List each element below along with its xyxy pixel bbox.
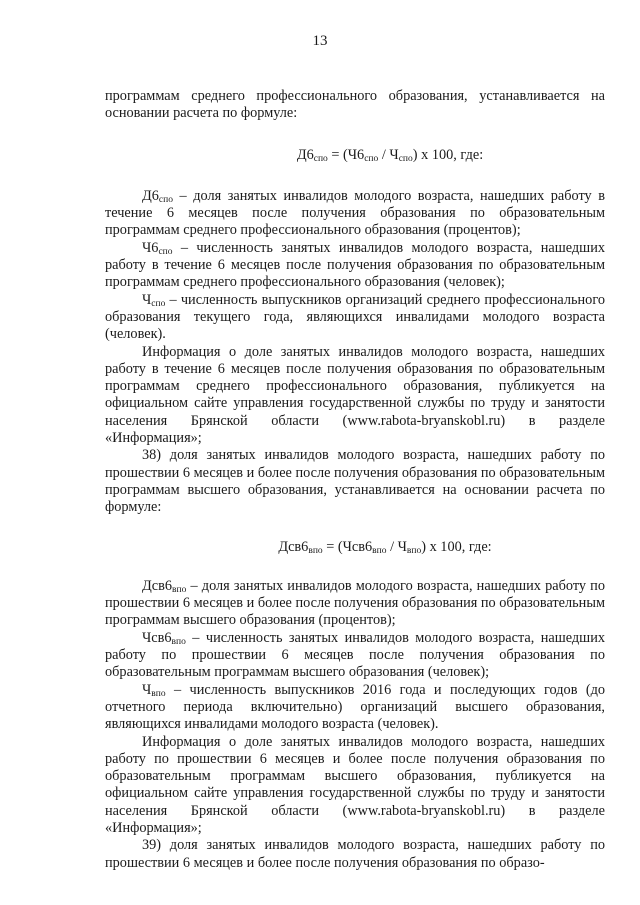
formula-subscript: впо bbox=[372, 545, 387, 556]
variable-subscript: впо bbox=[151, 688, 166, 699]
variable: Дсв6 bbox=[142, 577, 172, 594]
formula-term: = (Чсв6 bbox=[322, 538, 373, 555]
formula-term: / Ч bbox=[386, 538, 407, 555]
definition-text: – численность занятых инвалидов молодого возраста, нашедших работу по прошествии 6 месяцев после получения образования по образовательным программам высшего образования (человек); bbox=[105, 629, 605, 681]
paragraph: 38) доля занятых инвалидов молодого возраста, нашедших работу по прошествии 6 месяцев и более после получения образования по образовательным программам высшего образования, устанавливается на основании расчета по формуле: bbox=[105, 447, 605, 516]
formula-term: / Ч bbox=[378, 146, 399, 163]
definition-paragraph bbox=[105, 578, 605, 630]
definition-paragraph bbox=[105, 630, 605, 682]
definition-paragraph bbox=[105, 240, 605, 292]
variable: Д6 bbox=[142, 187, 159, 204]
definition-text: – численность занятых инвалидов молодого возраста, нашедших работу в течение 6 месяцев после получения образования по образовательным программам среднего профессионального образования (человек); bbox=[105, 239, 605, 291]
definition-text: – численность выпускников организаций среднего профессионального образования текущего года, являющихся инвалидами молодого возраста (человек). bbox=[105, 291, 605, 343]
paragraph: Информация о доле занятых инвалидов молодого возраста, нашедших работу в течение 6 месяцев после получения образования по образовательным программам среднего профессионального образования, публикуется на официальном сайте управления государственной службы по труду и занятости населения Брянской области (www.rabota-bryanskobl.ru) в разделе «Информация»; bbox=[105, 343, 605, 447]
paragraph: 39) доля занятых инвалидов молодого возраста, нашедших работу по прошествии 6 месяцев и более после получения образования по образо- bbox=[105, 837, 605, 871]
formula-subscript: спо bbox=[364, 153, 379, 164]
formula-subscript: впо bbox=[308, 545, 323, 556]
formula-subscript: впо bbox=[406, 545, 422, 556]
document-body bbox=[105, 88, 605, 872]
formula-vpo bbox=[165, 539, 605, 556]
variable-subscript: спо bbox=[158, 194, 173, 205]
formula-spo bbox=[175, 147, 605, 164]
definition-paragraph bbox=[105, 682, 605, 734]
variable-subscript: спо bbox=[158, 246, 173, 257]
formula-term: ) х 100, где: bbox=[421, 538, 492, 555]
variable-subscript: спо bbox=[151, 298, 166, 309]
formula-subscript: спо bbox=[398, 153, 413, 164]
variable: Ч bbox=[142, 291, 152, 308]
paragraph: программам среднего профессионального образования, устанавливается на основании расчета по формуле: bbox=[105, 88, 605, 122]
definition-paragraph bbox=[105, 292, 605, 344]
definition-text: – численность выпускников 2016 года и последующих годов (до отчетного периода включительно) организаций высшего образования, являющихся инвалидами молодого возраста (человек). bbox=[105, 681, 605, 733]
variable-subscript: впо bbox=[172, 584, 187, 595]
formula-term: Д6 bbox=[296, 146, 314, 163]
formula-subscript: спо bbox=[313, 153, 328, 164]
formula-term: ) х 100, где: bbox=[412, 146, 484, 163]
formula-term: = (Ч6 bbox=[327, 146, 365, 163]
definition-paragraph bbox=[105, 188, 605, 240]
formula-term: Дсв6 bbox=[278, 538, 309, 555]
variable: Чсв6 bbox=[142, 629, 172, 646]
definition-text: – доля занятых инвалидов молодого возраста, нашедших работу в течение 6 месяцев после получения образования по образовательным программам среднего профессионального образования (процентов); bbox=[105, 187, 605, 239]
variable-subscript: впо bbox=[171, 636, 186, 647]
variable: Ч bbox=[142, 681, 152, 698]
page-number: 13 bbox=[312, 33, 328, 49]
paragraph: Информация о доле занятых инвалидов молодого возраста, нашедших работу по прошествии 6 месяцев и более после получения образования по образовательным программам высшего образования, публикуется на официальном сайте управления государственной службы по труду и занятости населения Брянской области (www.rabota-bryanskobl.ru) в разделе «Информация»; bbox=[105, 733, 605, 836]
definition-text: – доля занятых инвалидов молодого возраста, нашедших работу по прошествии 6 месяцев и более после получения образования по образовательным программам высшего образования (процентов); bbox=[105, 577, 605, 629]
variable: Ч6 bbox=[142, 239, 159, 256]
